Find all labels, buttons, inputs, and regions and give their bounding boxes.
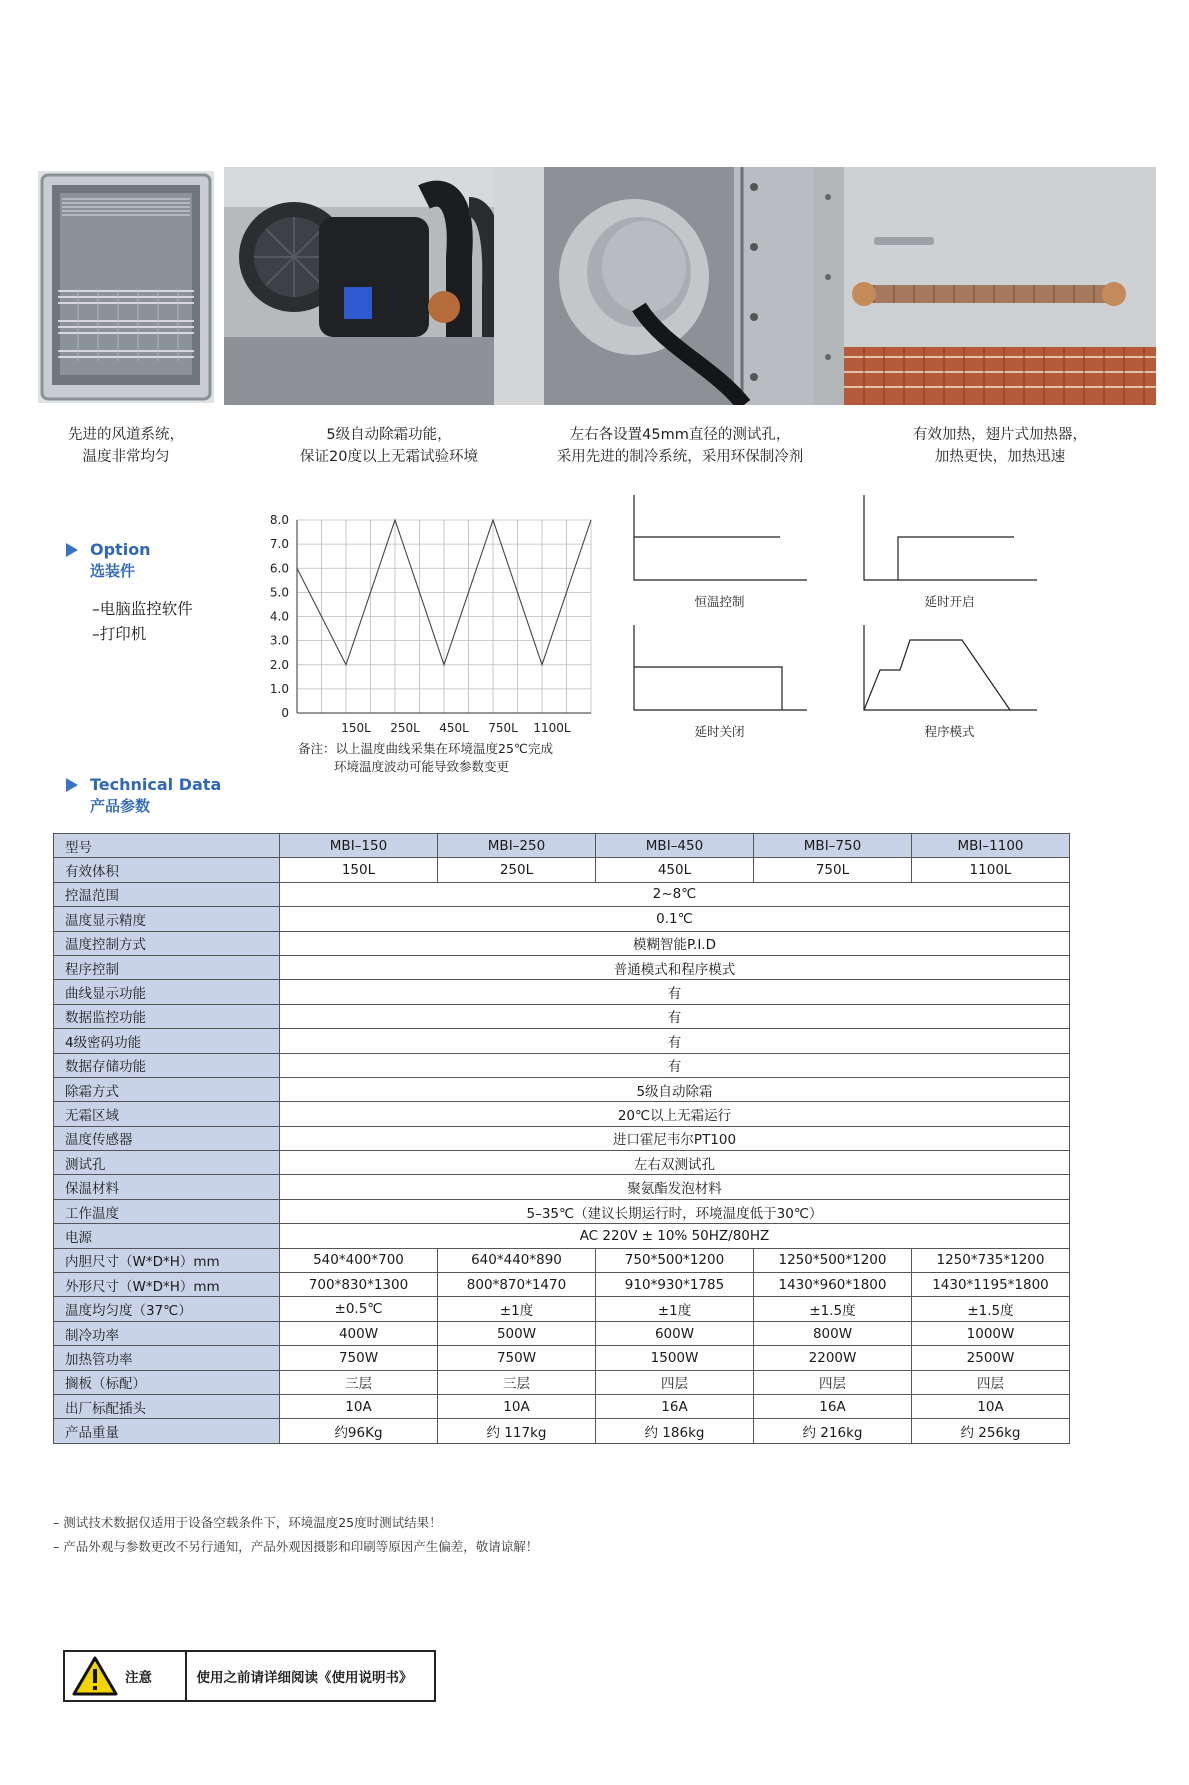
x-tick-label: 150L [341, 721, 371, 735]
table-cell: 250L [438, 858, 596, 882]
table-row [54, 1053, 1070, 1077]
spec-table [53, 833, 1070, 1444]
table-row [54, 931, 1070, 955]
row-label: 数据存储功能 [54, 1053, 280, 1077]
row-label: 除霜方式 [54, 1077, 280, 1101]
program-mode-diagram [862, 625, 1037, 720]
warning-label: 注意 [125, 1670, 152, 1686]
table-cell: 750*500*1200 [596, 1248, 754, 1272]
table-cell: 750L [754, 858, 912, 882]
y-tick-label: 4.0 [269, 609, 289, 624]
table-header-row [54, 834, 1070, 858]
model-header: MBI–150 [280, 834, 438, 858]
row-label: 温度均匀度（37℃） [54, 1297, 280, 1321]
cabinet-interior-photo [38, 171, 214, 403]
row-label: 数据监控功能 [54, 1004, 280, 1028]
table-row [54, 1151, 1070, 1175]
option-list [92, 597, 193, 647]
row-label: 曲线显示功能 [54, 980, 280, 1004]
table-cell: 1430*960*1800 [754, 1273, 912, 1297]
mode-label: 恒温控制 [694, 594, 745, 609]
table-row [54, 1346, 1070, 1370]
table-cell: 1100L [912, 858, 1070, 882]
table-row [54, 1077, 1070, 1101]
row-label: 有效体积 [54, 858, 280, 882]
table-row [54, 1029, 1070, 1053]
row-label: 外形尺寸（W*D*H）mm [54, 1273, 280, 1297]
table-cell: ±1度 [438, 1297, 596, 1321]
row-label: 温度传感器 [54, 1126, 280, 1150]
table-row [54, 1126, 1070, 1150]
table-row [54, 1224, 1070, 1248]
table-cell: 540*400*700 [280, 1248, 438, 1272]
table-row [54, 1394, 1070, 1418]
table-cell: 750W [280, 1346, 438, 1370]
heater-photo [814, 167, 1156, 405]
y-tick-label: 8.0 [269, 513, 289, 527]
table-cell: 约 216kg [754, 1419, 912, 1443]
y-tick-label: 6.0 [269, 561, 289, 576]
table-cell: 16A [596, 1394, 754, 1418]
table-row [54, 1199, 1070, 1223]
table-cell: 四层 [754, 1370, 912, 1394]
table-cell: 1250*500*1200 [754, 1248, 912, 1272]
temperature-curve-chart [255, 494, 595, 739]
merged-cell: 有 [280, 980, 1070, 1004]
table-cell: 2500W [912, 1346, 1070, 1370]
row-label: 型号 [54, 834, 280, 858]
row-label: 温度控制方式 [54, 931, 280, 955]
merged-cell: 20℃以上无霜运行 [280, 1102, 1070, 1126]
y-tick-label: 0 [281, 706, 289, 720]
table-cell: 约 186kg [596, 1419, 754, 1443]
table-cell: 16A [754, 1394, 912, 1418]
x-tick-label: 250L [390, 721, 420, 735]
table-row [54, 858, 1070, 882]
table-row [54, 1321, 1070, 1345]
row-label: 搁板（标配） [54, 1370, 280, 1394]
merged-cell: 聚氨酯发泡材料 [280, 1175, 1070, 1199]
table-cell: 四层 [912, 1370, 1070, 1394]
table-cell: 10A [912, 1394, 1070, 1418]
table-row [54, 1248, 1070, 1272]
table-cell: 150L [280, 858, 438, 882]
delay-start-diagram [862, 495, 1037, 590]
merged-cell: 有 [280, 1029, 1070, 1053]
table-cell: 700*830*1300 [280, 1273, 438, 1297]
caption-air-duct: 先进的风道系统， 温度非常均匀 [68, 427, 184, 465]
table-row [54, 1370, 1070, 1394]
merged-cell: 模糊智能P.I.D [280, 931, 1070, 955]
table-cell: 600W [596, 1321, 754, 1345]
option-item: –电脑监控软件 [92, 600, 193, 618]
row-label: 控温范围 [54, 882, 280, 906]
table-cell: 2200W [754, 1346, 912, 1370]
caption-defrost: 5级自动除霜功能， 保证20度以上无霜试验环境 [300, 427, 478, 465]
table-row [54, 907, 1070, 931]
row-label: 内胆尺寸（W*D*H）mm [54, 1248, 280, 1272]
mode-label: 延时开启 [924, 594, 975, 609]
table-row [54, 1004, 1070, 1028]
table-cell: 1430*1195*1800 [912, 1273, 1070, 1297]
table-row [54, 1175, 1070, 1199]
warning-icon [65, 1652, 125, 1700]
x-tick-label: 450L [439, 721, 469, 735]
table-row [54, 1273, 1070, 1297]
merged-cell: 5–35℃（建议长期运行时，环境温度低于30℃） [280, 1199, 1070, 1223]
constant-temp-diagram [632, 495, 807, 590]
table-cell: 约 117kg [438, 1419, 596, 1443]
row-label: 产品重量 [54, 1419, 280, 1443]
y-tick-label: 1.0 [269, 681, 289, 696]
warning-box [63, 1650, 436, 1702]
merged-cell: 左右双测试孔 [280, 1151, 1070, 1175]
table-cell: 1250*735*1200 [912, 1248, 1070, 1272]
test-port-photo [544, 167, 814, 405]
table-cell: 910*930*1785 [596, 1273, 754, 1297]
table-cell: 10A [280, 1394, 438, 1418]
table-row [54, 980, 1070, 1004]
option-item: –打印机 [92, 625, 147, 643]
merged-cell: 进口霍尼韦尔PT100 [280, 1126, 1070, 1150]
table-row [54, 1297, 1070, 1321]
model-header: MBI–450 [596, 834, 754, 858]
table-cell: 三层 [438, 1370, 596, 1394]
model-header: MBI–1100 [912, 834, 1070, 858]
table-row [54, 955, 1070, 979]
table-row [54, 882, 1070, 906]
merged-cell: AC 220V ± 10% 50HZ/80HZ [280, 1224, 1070, 1248]
triangle-bullet-icon [66, 543, 78, 557]
warning-text: 使用之前请详细阅读《使用说明书》 [196, 1670, 413, 1686]
table-cell: 640*440*890 [438, 1248, 596, 1272]
table-cell: ±1度 [596, 1297, 754, 1321]
table-cell: ±1.5度 [912, 1297, 1070, 1321]
table-cell: 10A [438, 1394, 596, 1418]
table-cell: 750W [438, 1346, 596, 1370]
table-cell: 三层 [280, 1370, 438, 1394]
table-cell: 约96Kg [280, 1419, 438, 1443]
merged-cell: 普通模式和程序模式 [280, 955, 1070, 979]
caption-test-port: 左右各设置45mm直径的测试孔， 采用先进的制冷系统，采用环保制冷剂 [556, 427, 804, 465]
chart-note: 备注：以上温度曲线采集在环境温度25℃完成 环境温度波动可能导致参数变更 [298, 741, 553, 774]
mode-label: 延时关闭 [694, 724, 745, 739]
table-cell: 800W [754, 1321, 912, 1345]
row-label: 加热管功率 [54, 1346, 280, 1370]
merged-cell: 有 [280, 1004, 1070, 1028]
table-cell: 1500W [596, 1346, 754, 1370]
table-cell: 1000W [912, 1321, 1070, 1345]
row-label: 电源 [54, 1224, 280, 1248]
y-tick-label: 5.0 [269, 585, 289, 600]
row-label: 测试孔 [54, 1151, 280, 1175]
table-cell: 400W [280, 1321, 438, 1345]
row-label: 程序控制 [54, 955, 280, 979]
table-row [54, 1419, 1070, 1443]
mode-label: 程序模式 [924, 724, 975, 739]
warning-divider [185, 1652, 187, 1700]
row-label: 保温材料 [54, 1175, 280, 1199]
merged-cell: 5级自动除霜 [280, 1077, 1070, 1101]
merged-cell: 2~8℃ [280, 882, 1070, 906]
footnote: – 产品外观与参数更改不另行通知，产品外观因摄影和印刷等原因产生偏差，敬请谅解！ [53, 1539, 539, 1554]
footnote: – 测试技术数据仅适用于设备空载条件下，环境温度25度时测试结果！ [53, 1515, 442, 1530]
table-cell: 800*870*1470 [438, 1273, 596, 1297]
row-label: 4级密码功能 [54, 1029, 280, 1053]
row-label: 制冷功率 [54, 1321, 280, 1345]
table-cell: ±1.5度 [754, 1297, 912, 1321]
row-label: 温度显示精度 [54, 907, 280, 931]
model-header: MBI–750 [754, 834, 912, 858]
table-cell: 约 256kg [912, 1419, 1070, 1443]
row-label: 出厂标配插头 [54, 1394, 280, 1418]
delay-stop-diagram [632, 625, 807, 720]
model-header: MBI–250 [438, 834, 596, 858]
y-tick-label: 3.0 [269, 633, 289, 648]
caption-heater: 有效加热，翅片式加热器， 加热更快，加热迅速 [913, 427, 1087, 465]
table-row [54, 1102, 1070, 1126]
y-tick-label: 2.0 [269, 657, 289, 672]
x-tick-label: 1100L [533, 721, 571, 735]
merged-cell: 0.1℃ [280, 907, 1070, 931]
compressor-photo [224, 167, 544, 405]
table-cell: 四层 [596, 1370, 754, 1394]
table-cell: 500W [438, 1321, 596, 1345]
triangle-bullet-icon [66, 778, 78, 792]
table-cell: 450L [596, 858, 754, 882]
row-label: 工作温度 [54, 1199, 280, 1223]
merged-cell: 有 [280, 1053, 1070, 1077]
table-cell: ±0.5℃ [280, 1297, 438, 1321]
y-tick-label: 7.0 [269, 537, 289, 552]
row-label: 无霜区域 [54, 1102, 280, 1126]
x-tick-label: 750L [488, 721, 518, 735]
